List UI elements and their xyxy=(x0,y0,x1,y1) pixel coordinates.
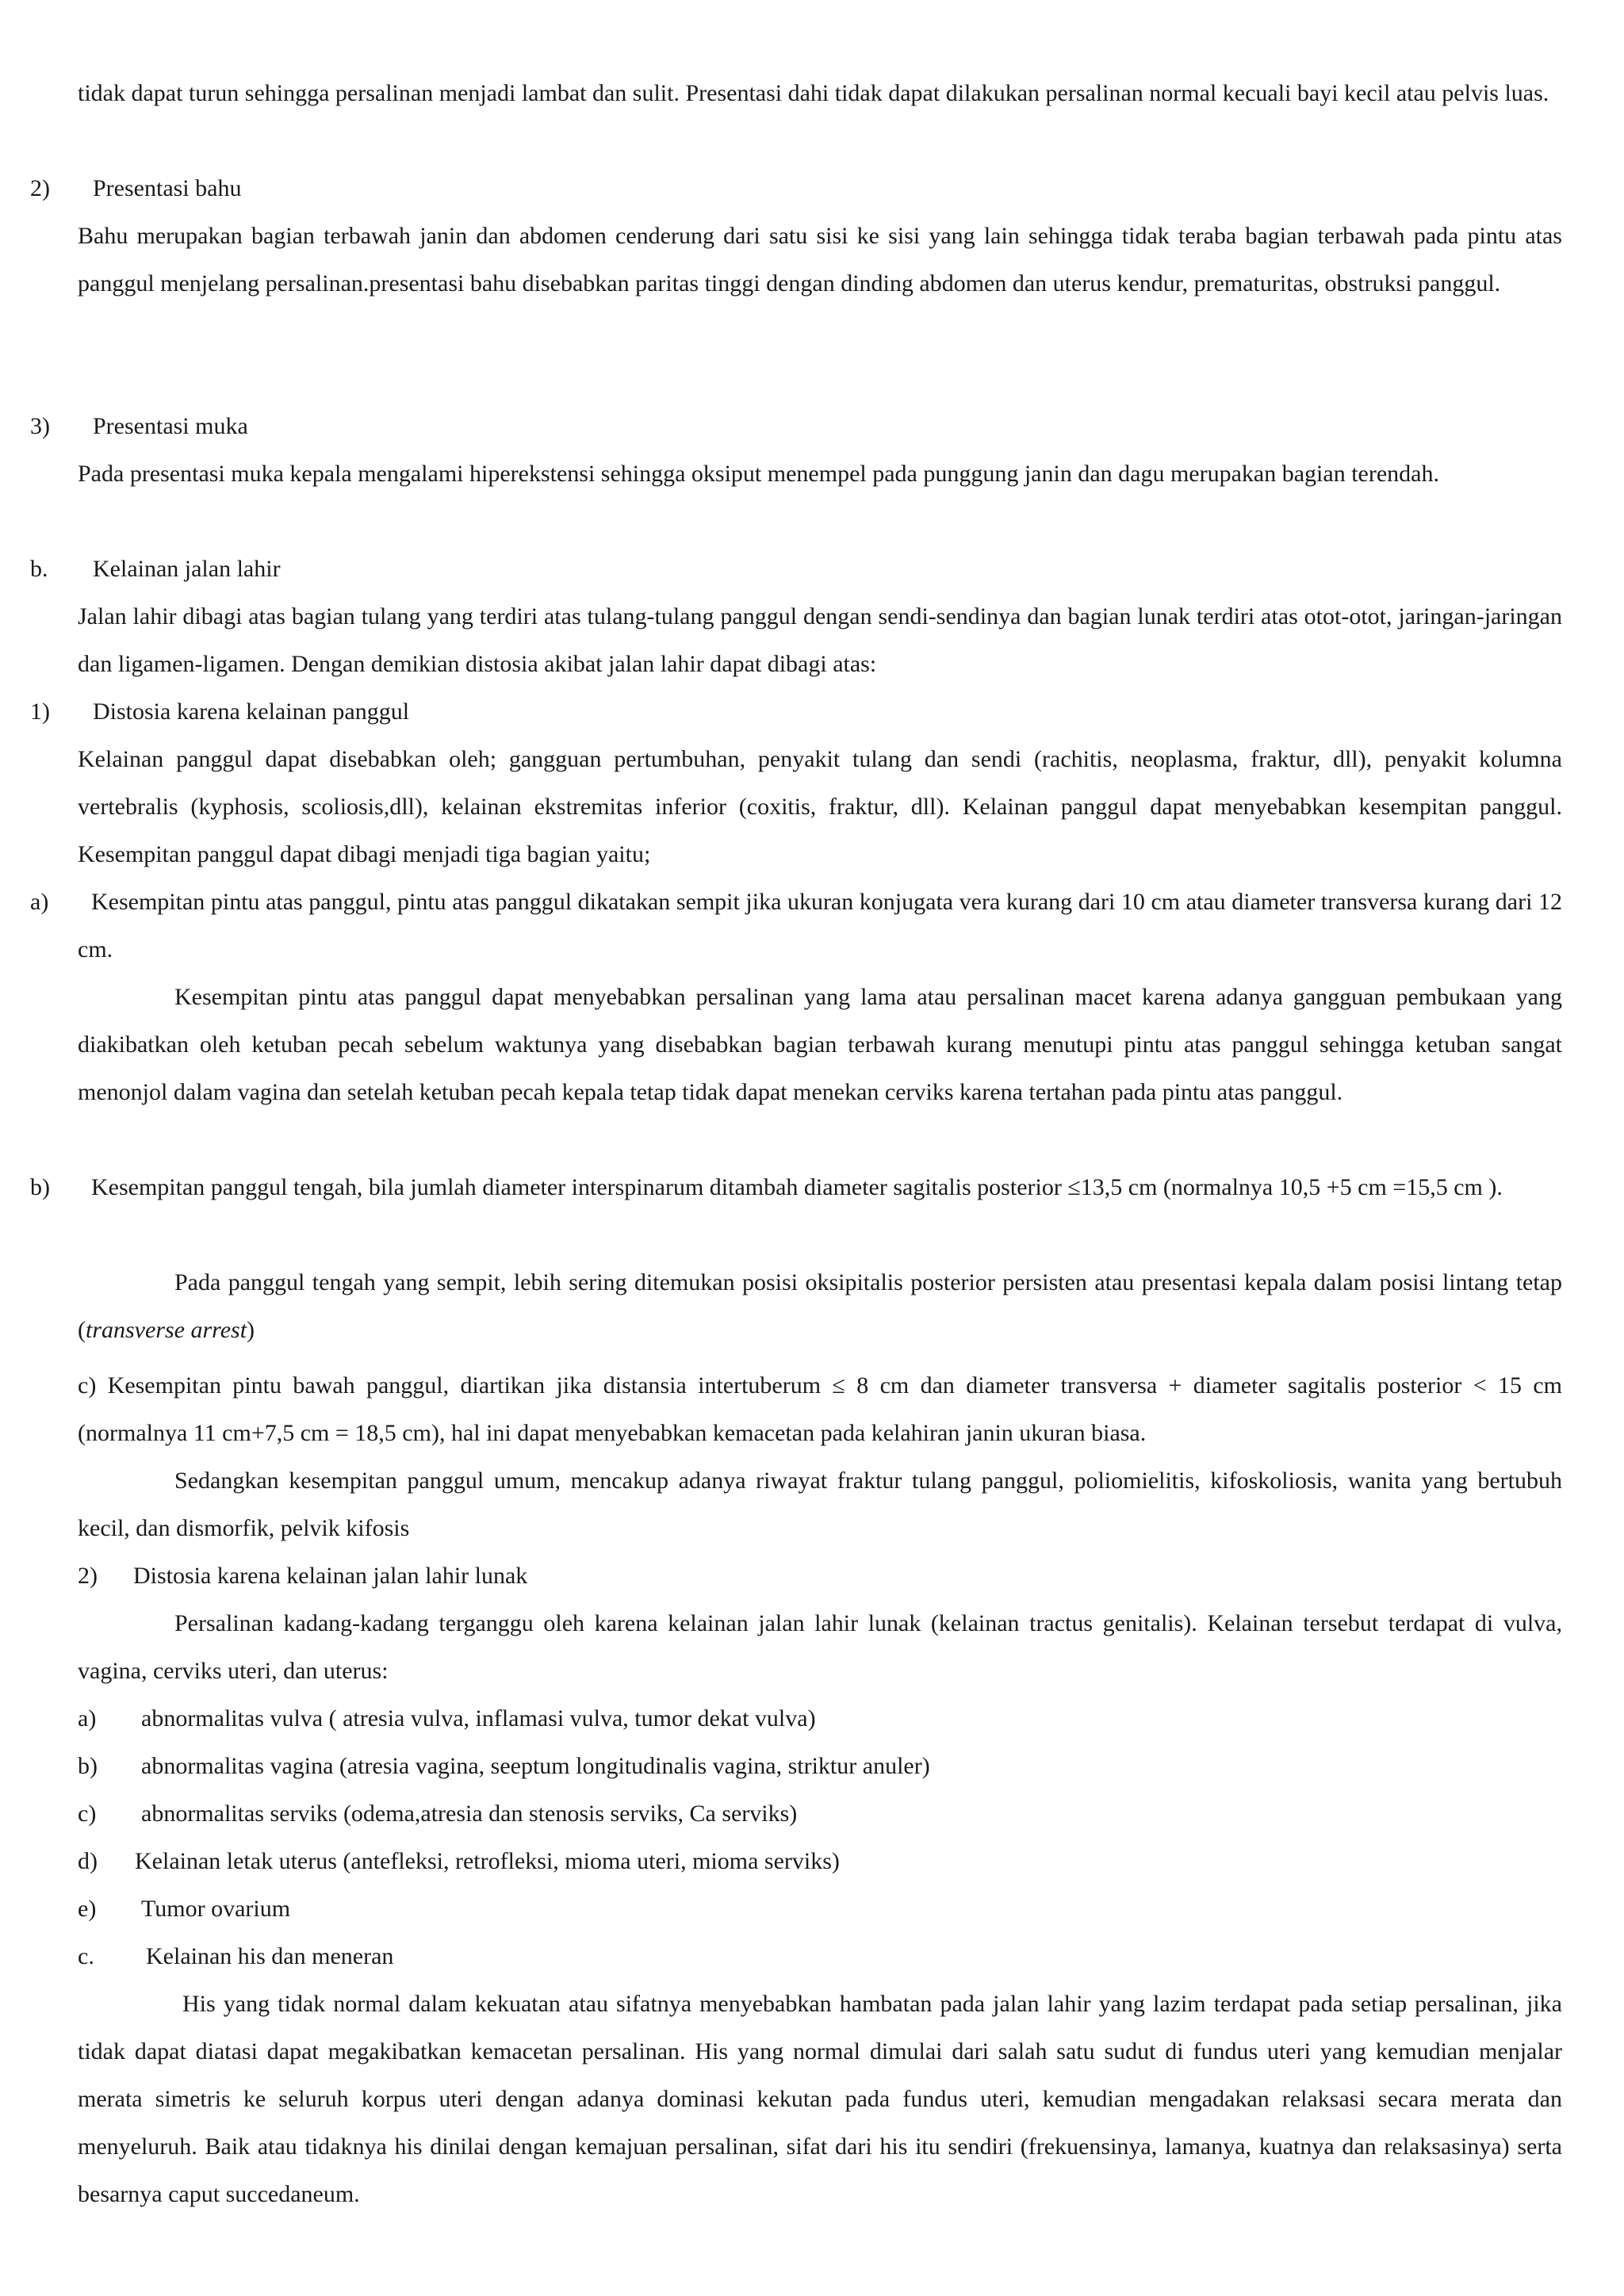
list-item-text: Tumor ovarium xyxy=(141,1896,291,1922)
list-item-label: b) xyxy=(78,1753,98,1779)
list-item xyxy=(78,1838,840,1885)
list-item xyxy=(78,1885,290,1933)
heading-letter-his: c. xyxy=(78,1943,94,1969)
paragraph-dahi-end: tidak dapat turun sehingga persalinan menjadi lambat dan sulit. Presentasi dahi tidak dapat dilakukan persalinan normal kecuali bayi kecil atau pelvis luas. xyxy=(78,80,1549,106)
list-item xyxy=(78,1695,816,1743)
paragraph-kesempitan-umum: Sedangkan kesempitan panggul umum, mencakup adanya riwayat fraktur tulang panggul, poliomielitis, kifoskoliosis, wanita yang bertubuh kecil, dan dismorfik, pelvik kifosis xyxy=(78,1468,1562,1541)
heading-distosia-panggul: Distosia karena kelainan panggul xyxy=(93,698,410,725)
item-kesempitan-pintu-atas: Kesempitan pintu atas panggul, pintu atas panggul dikatakan sempit jika ukuran konjugata vera kurang dari 10 cm atau diameter transversa kurang dari 12 cm. xyxy=(78,889,1562,962)
paragraph-jalan-lahir-lunak: Persalinan kadang-kadang terganggu oleh karena kelainan jalan lahir lunak (kelainan tractus genitalis). Kelainan tersebut terdapat di vulva, vagina, cerviks uteri, dan uterus: xyxy=(78,1610,1562,1684)
closing-paren: ) xyxy=(247,1317,255,1343)
list-item-label: d) xyxy=(78,1848,98,1874)
transverse-arrest-term: transverse arrest xyxy=(86,1317,247,1343)
list-item-label: a) xyxy=(78,1705,97,1732)
paragraph-his: His yang tidak normal dalam kekuatan atau sifatnya menyebabkan hambatan pada jalan lahir yang lazim terdapat pada setiap persalinan, jika tidak dapat diatasi dapat megakibatkan kemacetan persalinan. His yang normal dimulai dari salah satu sudut di fundus uteri yang kemudian menjalar merata simetris ke seluruh korpus uteri dengan adanya dominasi kekutan pada fundus uteri, kemudian mengadakan relaksasi secara merata dan menyeluruh. Baik atau tidaknya his dinilai dengan kemajuan persalinan, sifat dari his itu sendiri (frekuensinya, lamanya, kuatnya dan relaksasinya) serta besarnya caput succedaneum. xyxy=(78,1991,1562,2207)
paragraph-bahu: Bahu merupakan bagian terbawah janin dan abdomen cenderung dari satu sisi ke sisi yang lain sehingga tidak teraba bagian terbawah pada pintu atas panggul menjelang persalinan.presentasi bahu disebabkan paritas tinggi dengan dinding abdomen dan uterus kendur, prematuritas, obstruksi panggul. xyxy=(78,223,1562,297)
item-kesempitan-pintu-bawah: c) Kesempitan pintu bawah panggul, diartikan jika distansia intertuberum ≤ 8 cm dan diameter transversa + diameter sagitalis posterior < 15 cm (normalnya 11 cm+7,5 cm = 18,5 cm), hal ini dapat menyebabkan kemacetan pada kelahiran janin ukuran biasa. xyxy=(78,1372,1562,1446)
heading-distosia-jalan-lahir-lunak: 2) Distosia karena kelainan jalan lahir lunak xyxy=(78,1563,528,1589)
list-item-text: abnormalitas vagina (atresia vagina, seeptum longitudinalis vagina, striktur anuler) xyxy=(141,1753,930,1779)
paragraph-muka: Pada presentasi muka kepala mengalami hiperekstensi sehingga oksiput menempel pada punggung janin dan dagu merupakan bagian terendah. xyxy=(78,461,1439,487)
list-item-label: c) xyxy=(78,1800,97,1827)
heading-presentasi-muka: Presentasi muka xyxy=(93,413,248,439)
paragraph-jalan-lahir: Jalan lahir dibagi atas bagian tulang yang terdiri atas tulang-tulang panggul dengan sendi-sendinya dan bagian lunak terdiri atas otot-otot, jaringan-jaringan dan ligamen-ligamen. Dengan demikian distosia akibat jalan lahir dapat dibagi atas: xyxy=(78,603,1562,677)
list-item xyxy=(78,1790,797,1838)
list-item-text: abnormalitas vulva ( atresia vulva, inflamasi vulva, tumor dekat vulva) xyxy=(141,1705,816,1732)
heading-number-muka: 3) xyxy=(30,413,50,439)
heading-kelainan-jalan-lahir: Kelainan jalan lahir xyxy=(93,556,281,582)
list-item-text: abnormalitas serviks (odema,atresia dan stenosis serviks, Ca serviks) xyxy=(141,1800,798,1827)
item-kesempitan-panggul-tengah: Kesempitan panggul tengah, bila jumlah diameter interspinarum ditambah diameter sagitalis posterior ≤13,5 cm (normalnya 10,5 +5 cm =15,5 cm ). xyxy=(91,1174,1503,1200)
heading-number-bahu: 2) xyxy=(30,175,50,201)
paragraph-panggul-tengah xyxy=(78,1259,1562,1354)
heading-kelainan-his: Kelainan his dan meneran xyxy=(146,1943,394,1969)
list-label-b: b) xyxy=(30,1174,50,1200)
list-label-a: a) xyxy=(30,889,49,915)
list-item xyxy=(78,1743,930,1790)
heading-presentasi-bahu: Presentasi bahu xyxy=(93,175,242,201)
panggul-tengah-text: Pada panggul tengah yang sempit, lebih sering ditemukan posisi oksipitalis posterior persisten atau presentasi kepala dalam posisi lintang tetap ( xyxy=(78,1269,1562,1343)
paragraph-kelainan-panggul: Kelainan panggul dapat disebabkan oleh; gangguan pertumbuhan, penyakit tulang dan sendi (rachitis, neoplasma, fraktur, dll), penyakit kolumna vertebralis (kyphosis, scoliosis,dll), kelainan ekstremitas inferior (coxitis, fraktur, dll). Kelainan panggul dapat menyebabkan kesempitan panggul. Kesempitan panggul dapat dibagi menjadi tiga bagian yaitu; xyxy=(78,746,1562,867)
heading-number-panggul: 1) xyxy=(30,698,50,725)
list-item-label: e) xyxy=(78,1896,97,1922)
paragraph-kesempitan-pintu-atas: Kesempitan pintu atas panggul dapat menyebabkan persalinan yang lama atau persalinan macet karena adanya gangguan pembukaan yang diakibatkan oleh ketuban pecah sebelum waktunya yang disebabkan bagian terbawah kurang menutupi pintu atas panggul sehingga ketuban sangat menonjol dalam vagina dan setelah ketuban pecah kepala tetap tidak dapat menekan cerviks karena tertahan pada pintu atas panggul. xyxy=(78,984,1562,1105)
heading-letter-jalan-lahir: b. xyxy=(30,556,48,582)
list-item-text: Kelainan letak uterus (antefleksi, retrofleksi, mioma uteri, mioma serviks) xyxy=(135,1848,840,1874)
